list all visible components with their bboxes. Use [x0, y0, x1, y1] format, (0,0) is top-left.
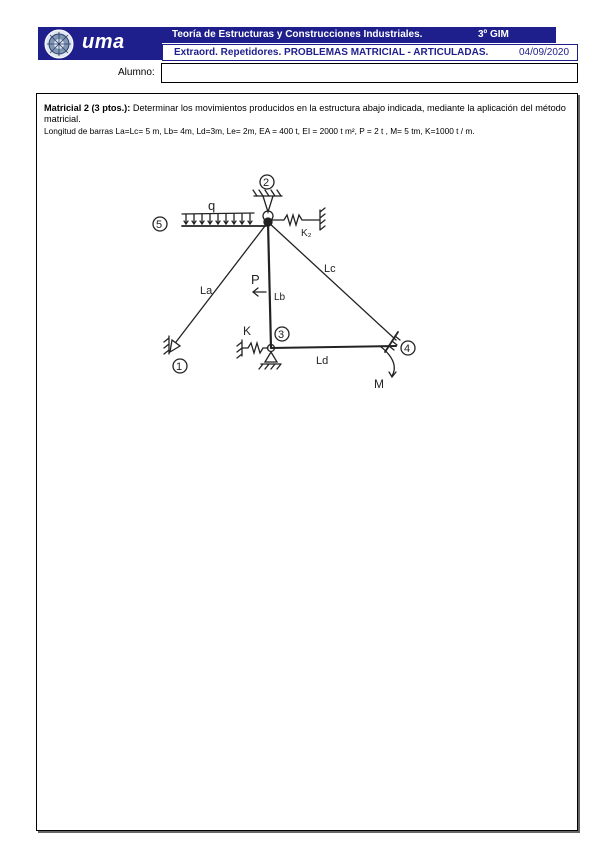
- student-label: Alumno:: [118, 67, 155, 78]
- load-q-arrows: [184, 214, 252, 224]
- spring-k2-label: K₂: [301, 228, 312, 239]
- spring-k-label: K: [243, 324, 252, 338]
- structure-diagram: [58, 172, 563, 462]
- university-seal-icon: [44, 29, 74, 59]
- spring-k: [242, 343, 268, 353]
- support-node-1: [170, 340, 180, 352]
- moment-m-label: M: [374, 377, 384, 391]
- load-p-label: P: [251, 272, 260, 287]
- exam-date: 04/09/2020: [519, 47, 570, 58]
- problem-title: Matricial 2 (3 ptos.):: [44, 103, 131, 113]
- problem-statement: [44, 103, 572, 125]
- node-4-label: 4: [404, 343, 411, 355]
- node-1-label: 1: [176, 361, 183, 373]
- moment-m-arrow: [380, 346, 394, 376]
- node-2-label: 2: [263, 177, 270, 189]
- spring-k2: [272, 215, 320, 225]
- support-node-3: [265, 352, 277, 362]
- bar-c-label: Lc: [324, 263, 336, 275]
- bar-c: [268, 222, 396, 340]
- node-2-joint: [264, 218, 272, 226]
- problem-data: Longitud de barras La=Lc= 5 m, Lb= 4m, Ld=3m, Le= 2m, EA = 400 t, EI = 2000 t m², P = 2 t , M= 5 tm, K=1000 t / m.: [44, 126, 475, 136]
- bar-d-label: Ld: [316, 355, 329, 367]
- load-q-label: q: [208, 198, 216, 213]
- structure-sketch: [58, 172, 563, 462]
- bar-d: [271, 346, 396, 348]
- node-3-label: 3: [278, 329, 285, 341]
- student-name-field[interactable]: [161, 63, 578, 83]
- exam-title: Extraord. Repetidores. PROBLEMAS MATRICIAL - ARTICULADAS.: [174, 47, 489, 58]
- bar-b: [268, 222, 271, 348]
- node-5-label: 5: [156, 219, 163, 231]
- course-level: 3º GIM: [478, 29, 509, 40]
- logo-text: uma: [82, 31, 125, 53]
- course-title: Teoría de Estructuras y Construcciones Industriales.: [172, 29, 423, 40]
- bar-a-label: La: [200, 285, 213, 297]
- bar-b-label: Lb: [274, 292, 286, 303]
- problem-text: Determinar los movimientos producidos en la estructura abajo indicada, mediante la aplicación del método matricial.: [44, 103, 566, 124]
